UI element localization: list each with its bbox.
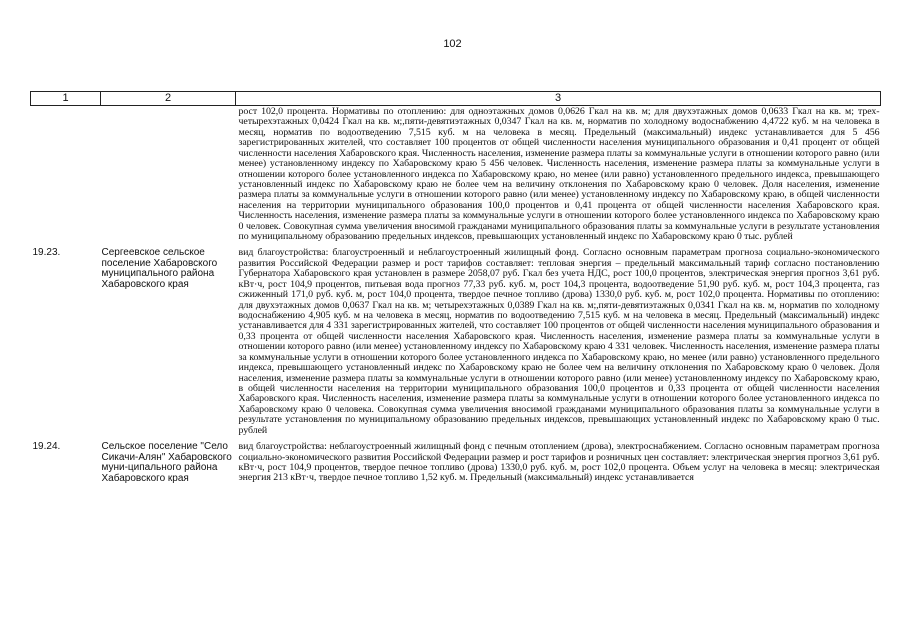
table-row: [31, 106, 881, 243]
row-number: [31, 106, 101, 243]
table-row: [31, 242, 881, 436]
row-number: 19.23.: [32, 247, 61, 259]
row-number: 19.24.: [32, 441, 61, 453]
municipality-name: Сергеевское сельское поселение Хабаровского муниципального района Хабаровского края: [101, 247, 218, 290]
page-number: 102: [443, 38, 462, 50]
column-header-2: 2: [101, 92, 236, 106]
tariff-table: [30, 91, 881, 484]
table-header-row: [31, 92, 881, 106]
table-row: [31, 436, 881, 484]
column-header-1: 1: [31, 92, 101, 106]
row-description: вид благоустройства: благоустроенный и неблагоустроенный жилищный фонд. Согласно основным параметрам прогноза социально-экономического развития Российской Федерации размер и рост тарифов составляет: тепловая энергия – предельный максимальный тариф согласно постановлению Губернатора Хабаровского края установлен в размере 2058,07 руб. Гкал без учета НДС, рост 100,0 процентов, электрическая энергия прогноз 3,61 руб. кВт·ч, рост 104,9 процентов, питьевая вода прогноз 77,33 руб. куб. м, рост 104,3 процента, водоотведение 51,90 руб. куб. м, рост 104,3 процента, газ сжиженный 171,0 руб. куб. м, рост 104,0 процента, твердое печное топливо (дрова) 1330,0 руб. куб. м, рост 102,0 процента. Нормативы по отоплению: для двухэтажных домов 0,0637 Гкал на кв. м; четырехэтажных 0,0389 Гкал на кв. м;,пяти-девятиэтажных 0,0341 Гкал на кв. м, норматив по холодному водоснабжению 4,905 куб. м на человека в месяц, норматив по водоотведению 7,515 куб. м на человека в месяц. Предельный (максимальный) индекс устанавливается для 4 331 зарегистрированных жителей, что составляет 100 процентов от общей численности населения муниципального образования и 0,33 процента от общей численности населения Хабаровского края. Численность населения, изменение размера платы за коммунальные услуги в отношении которого равно (или менее) установленному индексу по Хабаровскому краю 4 331 человек. Численность населения, изменение размера платы за коммунальные услуги в отношении которого более установленного индекса по Хабаровскому краю, но менее (или равно) установленного предельного индекса, превышающего установленный индекс по Хабаровскому краю не более чем на величину отклонения по Хабаровскому краю 0 человек. Доля населения, изменение размера платы за коммунальные услуги в отношении которого равно (или менее) установленному индексу по Хабаровскому краю, в общей численности населения на территории муниципального образования 100,0 процентов и 0,33 процента от общей численности населения Хабаровского края. Численность населения, изменение размера платы за коммунальные услуги в отношении которого более установленного индекса по Хабаровскому краю 0 человека. Совокупная сумма увеличения вносимой гражданами муниципального образования платы за коммунальные услуги в результате установления по муниципальному образованию предельных индексов, превышающих установленный индекс по Хабаровскому краю 0 тыс. рублей: [238, 247, 880, 436]
municipality-name: Сельское поселение "Село Сикачи-Алян" Хабаровского муни-ципального района Хабаровского края: [101, 441, 232, 484]
row-description: вид благоустройства: неблагоустроенный жилищный фонд с печным отоплением (дрова), электроснабжением. Согласно основным параметрам прогноза социально-экономического развития Российской Федерации размер и рост тарифов и розничных цен составляет: электрическая энергия прогноз 3,61 руб. кВт·ч, рост 104,9 процентов, твердое печное топливо (дрова) 1330,0 руб. куб. м, рост 102,0 процента. Объем услуг на человека в месяц: электрическая энергия 213 кВт·ч, твердое печное топливо 1,52 куб. м. Предельный (максимальный) индекс устанавливается: [238, 441, 880, 484]
row-description: рост 102,0 процента. Нормативы по отоплению: для одноэтажных домов 0,0626 Гкал на кв. м; для двухэтажных домов 0,0633 Гкал на кв. м; трех-четырехэтажных 0,0424 Гкал на кв. м;,пяти-девятиэтажных 0,0347 Гкал на кв. м, норматив по холодному водоснабжению 4,4722 куб. м на человека в месяц, норматив по водоотведению 7,515 куб. м на человека в месяц. Предельный (максимальный) индекс устанавливается для 5 456 зарегистрированных жителей, что составляет 100 процентов от общей численности населения муниципального образования и 0,41 процент от общей численности населения Хабаровского края. Численность населения, изменение размера платы за коммунальные услуги в отношении которого равно (или менее) установленному индексу по Хабаровскому краю 5 456 человек. Численность населения, изменение размера платы за коммунальные услуги в отношении которого более установленного индекса по Хабаровскому краю, но менее (или равно) установленного предельного индекса, превышающего установленный индекс по Хабаровскому краю не более чем на величину отклонения по Хабаровскому краю 0 человек. Доля населения, изменение размера платы за коммунальные услуги в отношении которого равно (или менее) установленному индексу по Хабаровскому краю, в общей численности населения на территории муниципального образования 100,0 процентов и 0,41 процента от общей численности населения Хабаровского края. Численность населения, изменение размера платы за коммунальные услуги в отношении которого более установленного индекса по Хабаровскому краю 0 человек. Совокупная сумма увеличения вносимой гражданами муниципального образования платы за коммунальные услуги в результате установления по муниципальному образованию предельных индексов, превышающих установленный индекс по Хабаровскому краю 0 тыс. рублей: [238, 106, 880, 243]
column-header-3: 3: [236, 92, 881, 106]
municipality-name: [101, 106, 236, 243]
